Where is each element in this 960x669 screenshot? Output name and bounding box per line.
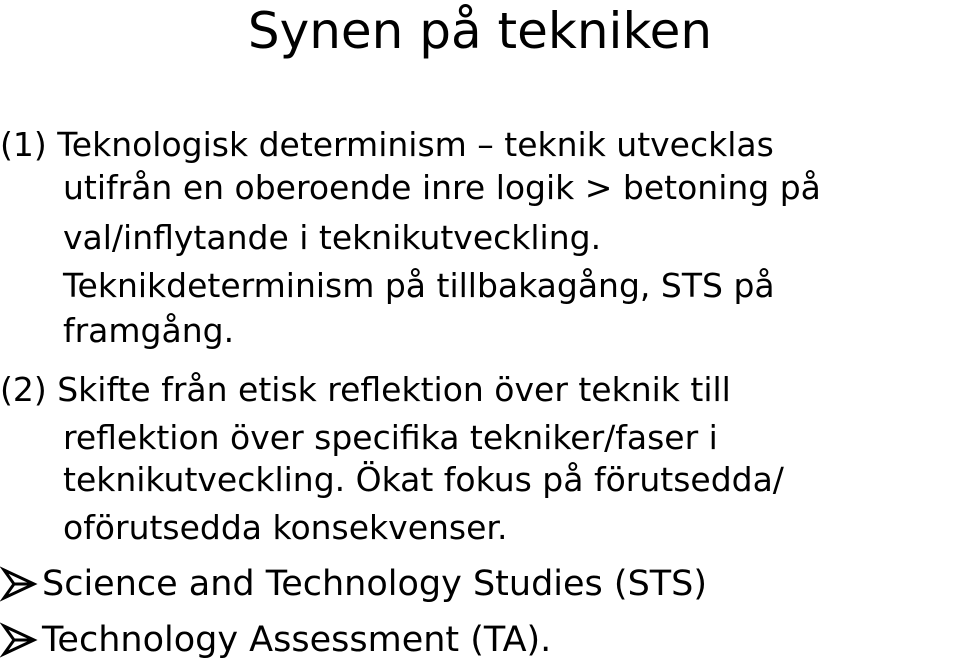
point-1-line: (1) Teknologisk determinism – teknik utvecklas (0, 125, 774, 164)
point-2-line: oförutsedda konsekvenser. (63, 508, 508, 547)
bullet-item (0, 618, 551, 662)
slide-title: Synen på tekniken (247, 2, 713, 60)
point-1-line: Teknikdeterminism på tillbakagång, STS på (63, 266, 775, 305)
bullet-item (0, 562, 707, 606)
point-1-line: utifrån en oberoende inre logik > betoning på (63, 168, 821, 207)
point-2-line: (2) Skifte från etisk reflektion över teknik till (0, 370, 731, 409)
bullet-text: Technology Assessment (TA). (42, 620, 552, 660)
arrow-bullet-icon (0, 566, 40, 602)
point-1-line: framgång. (63, 311, 235, 350)
point-1-line: val/inflytande i teknikutveckling. (63, 218, 602, 257)
point-2-line: reflektion över specifika tekniker/faser i (63, 418, 718, 457)
point-2-line: teknikutveckling. Ökat fokus på förutsedda/ (63, 460, 784, 499)
bullet-text: Science and Technology Studies (STS) (42, 564, 708, 604)
arrow-bullet-icon (0, 622, 40, 658)
